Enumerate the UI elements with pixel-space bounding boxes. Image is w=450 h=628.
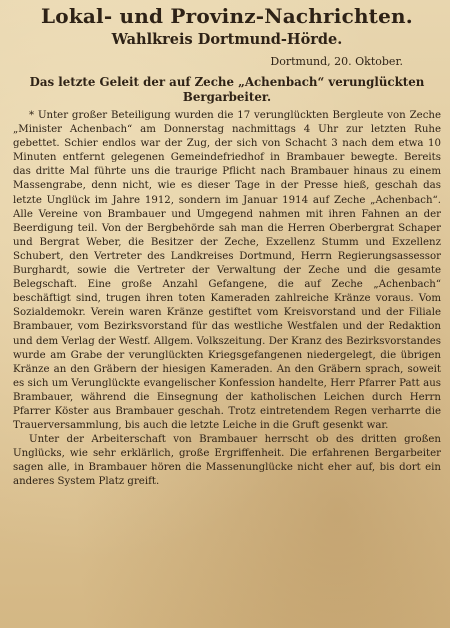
- article-paragraph: * Unter großer Beteiligung wurden die 17 verunglückten Bergleute von Zeche „Minister Achenbach“ am Donnerstag nachmittags 4 Uhr zur letzten Ruhe gebettet. Schier endlos war der Zug, der sich von Schacht 3 nach dem etwa 10 Minuten entfernt gelegenen Gemeindefriedhof in Brambauer bewegte. Bereits das dritte Mal führte uns die traurige Pflicht nach Brambauer hinaus zu einem Massengrabe, denn nicht, wie es dieser Tage in der Presse hieß, geschah das letzte Unglück im Jahre 1912, sondern im Januar 1914 auf Zeche „Achenbach“. Alle Vereine von Brambauer und Umgegend nahmen mit ihren Fahnen an der Beerdigung teil. Von der Bergbehörde sah man die Herren Oberbergrat Schaper und Bergrat Weber, die Besitzer der Zeche, Exzellenz Stumm und Exzellenz Schubert, den Vertreter des Landkreises Dortmund, Herrn Regierungsassessor Burghardt, sowie die Vertreter der Verwaltung der Zeche und die gesamte Belegschaft. Eine große Anzahl Gefangene, die auf Zeche „Achenbach“ beschäftigt sind, trugen ihren toten Kameraden zahlreiche Kränze voraus. Vom Sozialdemokr. Verein waren Kränze gestiftet vom Kreisvorstand und der Filiale Brambauer, vom Bezirksvorstand für das westliche Westfalen und der Redaktion und dem Verlag der Westf. Allgem. Volkszeitung. Der Kranz des Bezirksvorstandes wurde am Grabe der verunglückten Kriegsgefangenen niedergelegt, die übrigen Kränze an den Gräbern der hiesigen Kameraden. An den Gräbern sprach, soweit es sich um Verunglückte evangelischer Konfession handelte, Herr Pfarrer Patt aus Brambauer, während die Einsegnung der katholischen Leichen durch Herrn Pfarrer Köster aus Brambauer geschah. Trotz eintretendem Regen verharrte die Trauerversammlung, bis auch die letzte Leiche in die Gruft gesenkt war.: [13, 110, 441, 432]
- article-paragraph: Unter der Arbeiterschaft von Brambauer herrscht ob des dritten großen Unglücks, wie sehr erklärlich, große Ergriffenheit. Die erfahrenen Bergarbeiter sagen alle, in Brambauer hören die Massenunglücke nicht eher auf, bis dort ein anderes System Platz greift.: [13, 434, 441, 488]
- section-heading: Wahlkreis Dortmund-Hörde.: [111, 31, 343, 48]
- dateline: Dortmund, 20. Oktober.: [270, 55, 403, 68]
- article-title: Das letzte Geleit der auf Zeche „Achenbach“ verunglückten Bergarbeiter.: [29, 75, 425, 104]
- masthead: Lokal- und Provinz-Nachrichten.: [41, 4, 413, 28]
